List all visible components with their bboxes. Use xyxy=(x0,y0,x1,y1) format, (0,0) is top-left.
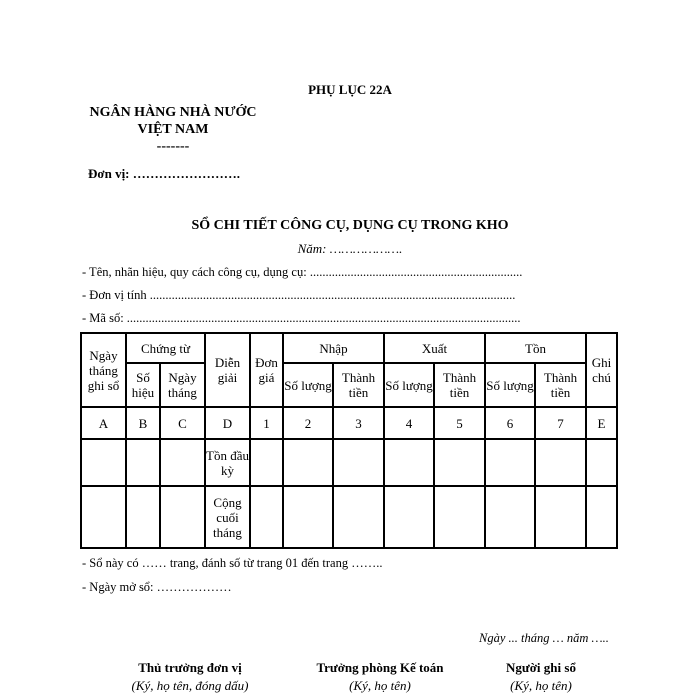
table-cell xyxy=(160,486,205,548)
column-code: 1 xyxy=(250,407,283,439)
col-in-qty-header: Số lượng xyxy=(283,363,333,407)
signature-title: Thủ trưởng đơn vị xyxy=(138,660,242,675)
table-cell xyxy=(384,486,434,548)
signature-note: (Ký, họ tên, đóng dấu) xyxy=(131,678,249,693)
table-cell xyxy=(250,439,283,486)
ledger-table xyxy=(80,332,618,549)
table-cell xyxy=(250,486,283,548)
table-cell xyxy=(434,439,485,486)
agency-name-line2: VIỆT NAM xyxy=(137,122,209,137)
signature-head-of-unit xyxy=(110,659,270,695)
table-cell xyxy=(535,439,586,486)
info-code: - Mã số: .............................................................................................................................. xyxy=(82,311,521,325)
column-code: B xyxy=(126,407,160,439)
col-desc-header: Diễn giải xyxy=(205,333,250,407)
appendix-label: PHỤ LỤC 22A xyxy=(308,82,392,97)
agency-name-line1: NGÂN HÀNG NHÀ NƯỚC xyxy=(89,105,257,120)
signature-title: Trưởng phòng Kế toán xyxy=(316,660,444,675)
table-cell xyxy=(333,486,384,548)
signature-note: (Ký, họ tên) xyxy=(349,678,411,693)
column-code: 3 xyxy=(333,407,384,439)
col-out-qty-header: Số lượng xyxy=(384,363,434,407)
table-cell xyxy=(160,439,205,486)
column-code: 7 xyxy=(535,407,586,439)
header-row-1 xyxy=(81,333,617,363)
col-balance-qty-header: Số lượng xyxy=(485,363,535,407)
signing-date-line: Ngày ... tháng … năm ….. xyxy=(479,631,609,645)
header-row-2 xyxy=(81,363,617,407)
column-code: D xyxy=(205,407,250,439)
col-voucher-header: Chứng từ xyxy=(126,333,205,363)
column-code: A xyxy=(81,407,126,439)
table-cell xyxy=(126,439,160,486)
agency-block xyxy=(80,104,266,155)
table-cell xyxy=(384,439,434,486)
pages-note: - Sổ này có …… trang, đánh số từ trang 01 đến trang …….. xyxy=(82,556,383,570)
column-code: 4 xyxy=(384,407,434,439)
col-date-header: Ngày tháng ghi sổ xyxy=(81,333,126,407)
col-balance-amount-header: Thành tiền xyxy=(535,363,586,407)
column-code: 2 xyxy=(283,407,333,439)
column-code: C xyxy=(160,407,205,439)
table-cell xyxy=(126,486,160,548)
col-out-amount-header: Thành tiền xyxy=(434,363,485,407)
col-in-header: Nhập xyxy=(283,333,384,363)
document-title: SỔ CHI TIẾT CÔNG CỤ, DỤNG CỤ TRONG KHO xyxy=(191,218,509,233)
table-cell xyxy=(81,486,126,548)
table-cell xyxy=(586,439,617,486)
signature-chief-accountant xyxy=(300,659,460,695)
table-cell xyxy=(81,439,126,486)
open-date-note: - Ngày mở sổ: ……………… xyxy=(82,580,232,594)
table-cell xyxy=(283,486,333,548)
signature-note: (Ký, họ tên) xyxy=(510,678,572,693)
table-cell xyxy=(485,439,535,486)
table-cell xyxy=(434,486,485,548)
column-code: E xyxy=(586,407,617,439)
info-item-name: - Tên, nhãn hiệu, quy cách công cụ, dụng cụ: .................................................................... xyxy=(82,265,523,279)
column-code: 5 xyxy=(434,407,485,439)
table-cell xyxy=(485,486,535,548)
agency-rule: ------- xyxy=(156,139,190,154)
column-code-row xyxy=(81,407,617,439)
col-balance-header: Tồn xyxy=(485,333,586,363)
col-note-header: Ghi chú xyxy=(586,333,617,407)
col-voucher-date-header: Ngày tháng xyxy=(160,363,205,407)
col-voucher-no-header: Số hiệu xyxy=(126,363,160,407)
signature-title: Người ghi sổ xyxy=(506,660,576,675)
closing-total-label: Cộng cuối tháng xyxy=(205,486,250,548)
col-unit-price-header: Đơn giá xyxy=(250,333,283,407)
col-out-header: Xuất xyxy=(384,333,485,363)
table-cell xyxy=(535,486,586,548)
column-code: 6 xyxy=(485,407,535,439)
info-unit: - Đơn vị tính ..................................................................................................................... xyxy=(82,288,516,302)
table-row-opening xyxy=(81,439,617,486)
table-row-closing xyxy=(81,486,617,548)
table-cell xyxy=(586,486,617,548)
table-cell xyxy=(333,439,384,486)
col-in-amount-header: Thành tiền xyxy=(333,363,384,407)
table-cell xyxy=(283,439,333,486)
opening-balance-label: Tồn đầu kỳ xyxy=(205,439,250,486)
signature-bookkeeper xyxy=(466,659,616,695)
year-label: Năm: ………………. xyxy=(297,241,403,256)
unit-label: Đơn vị: ……………………. xyxy=(88,166,241,181)
